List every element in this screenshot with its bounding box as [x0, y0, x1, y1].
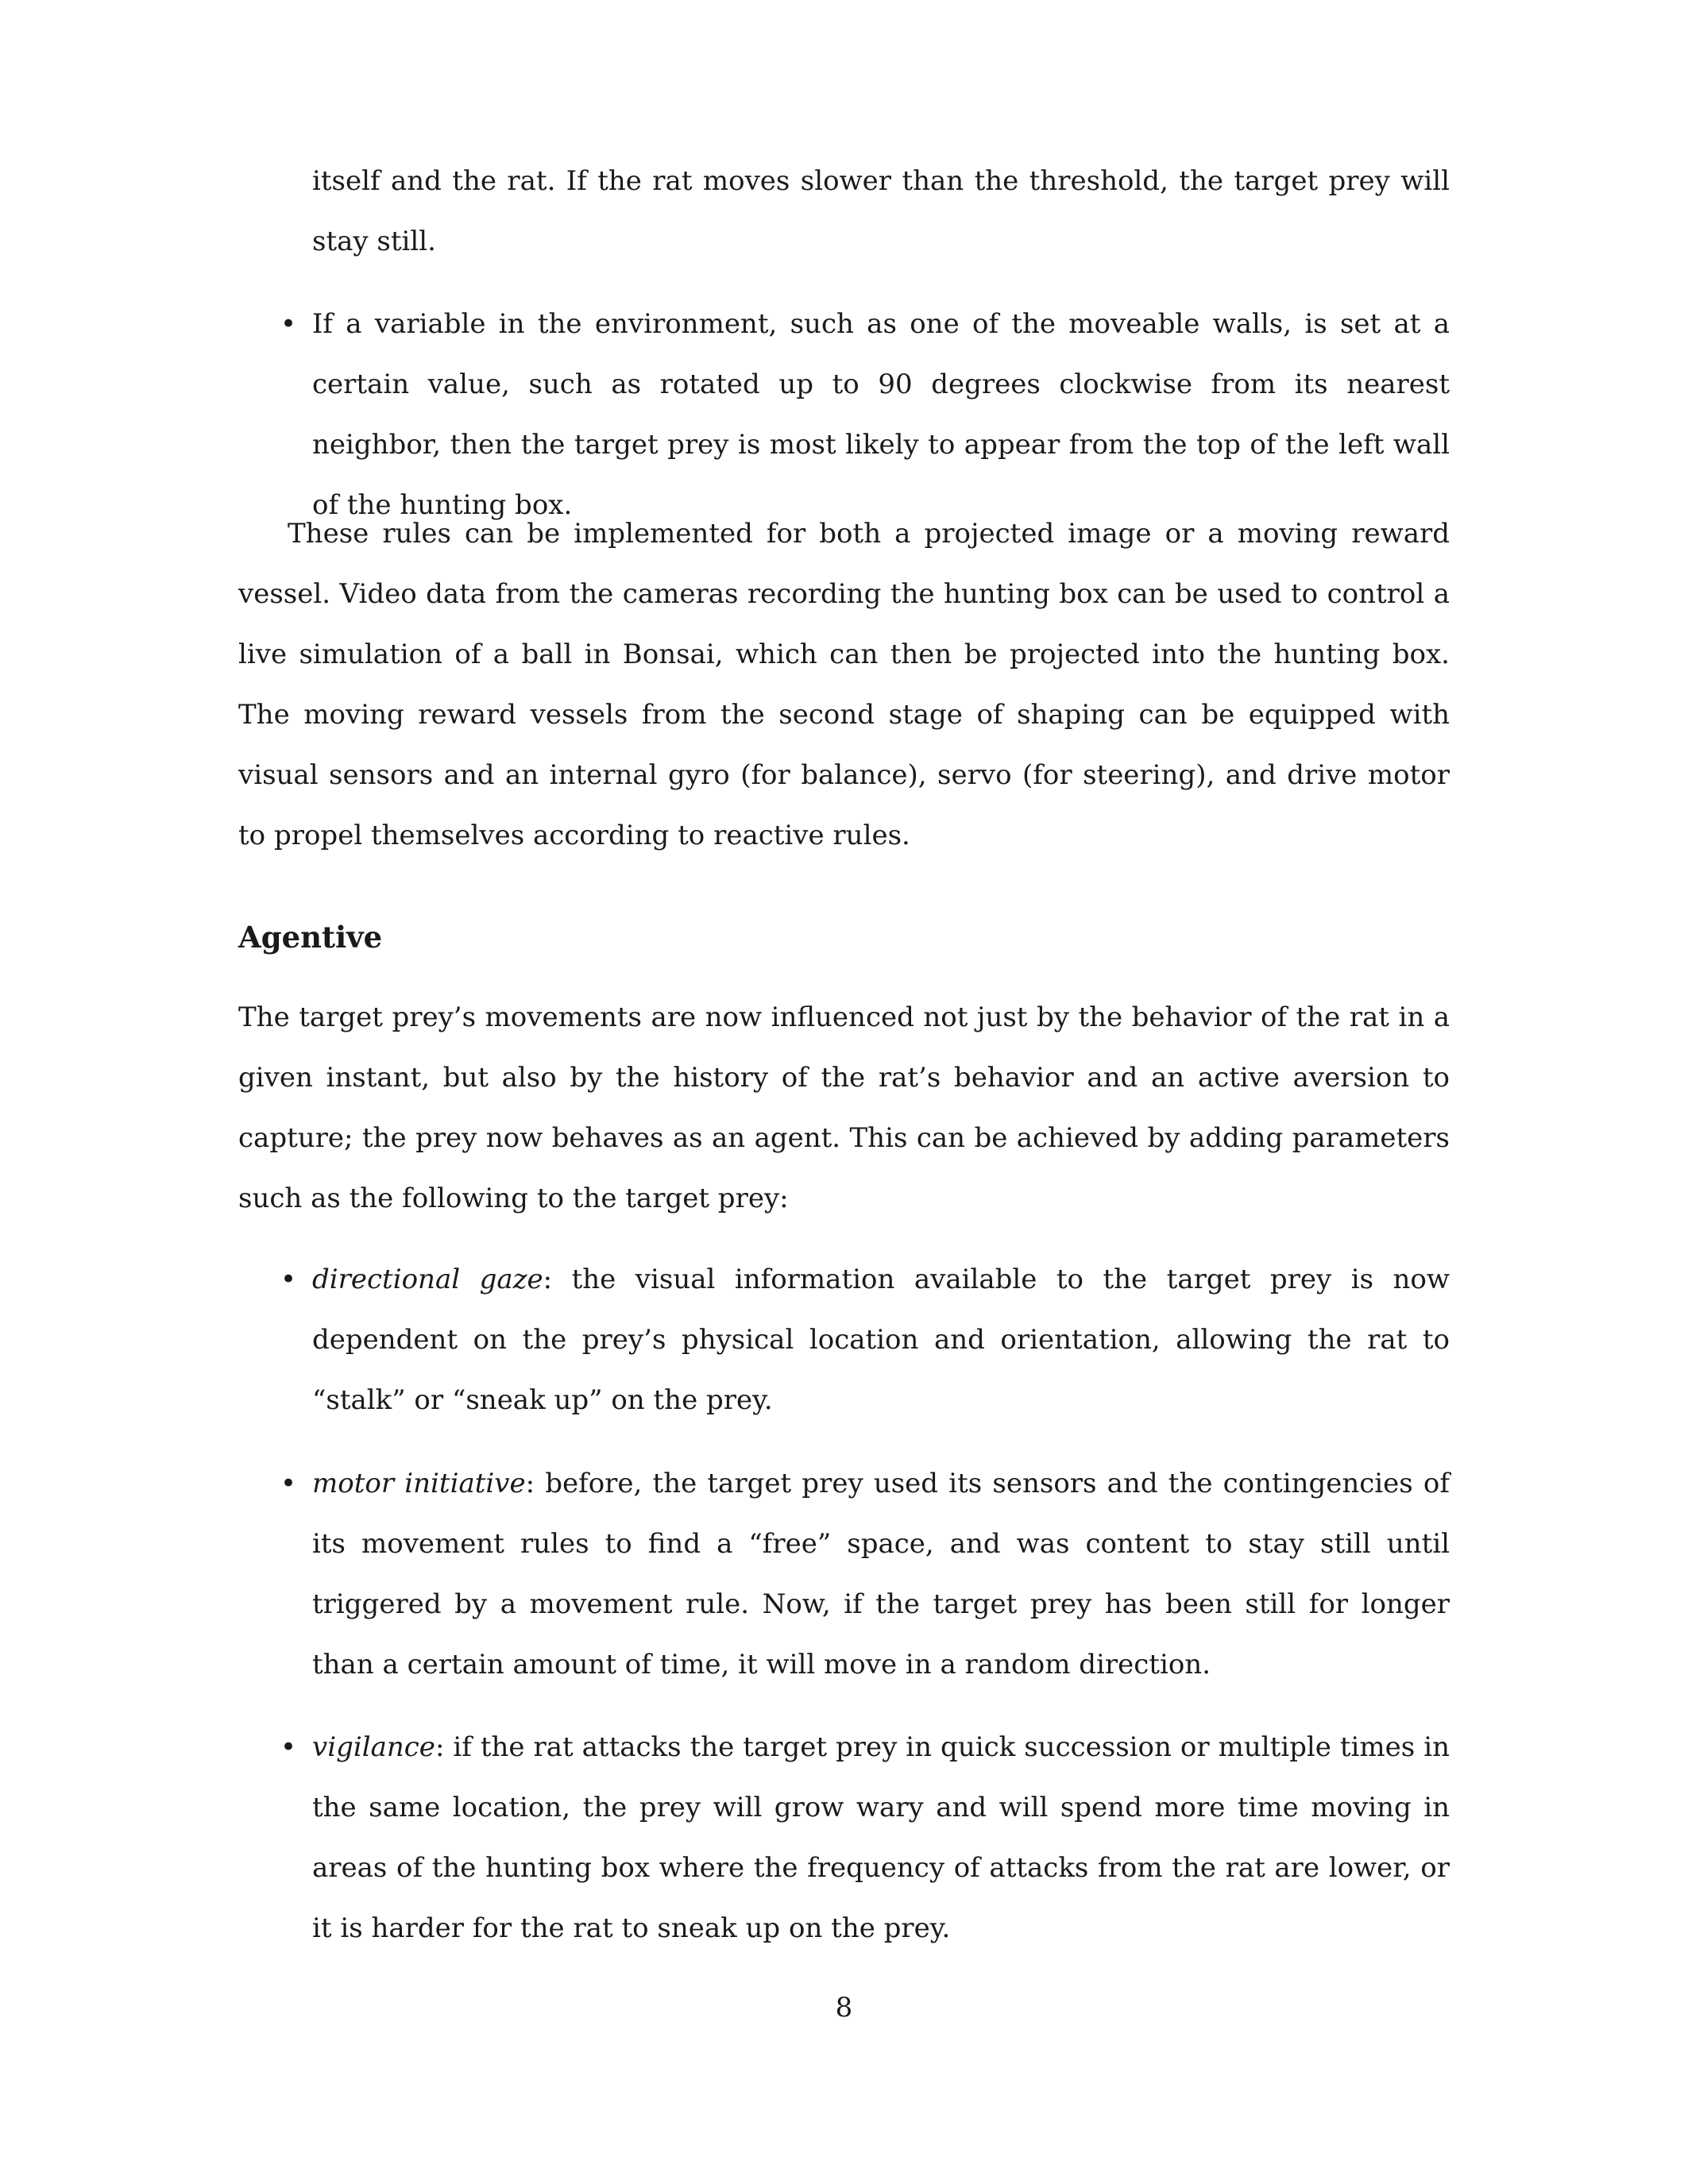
page-number: 8 [835, 1992, 853, 2024]
section-heading: Agentive [238, 920, 383, 955]
rule-bullet-item [280, 294, 1450, 535]
parameter-description: : the visual information available to the target prey is now dependent on the prey’s physical location and orientation, allowing the rat to “stalk” or “sneak up” on the prey. [312, 1264, 1450, 1416]
parameter-item-vigilance [280, 1717, 1450, 1958]
bullet-icon: • [280, 1264, 297, 1295]
section-intro-text: The target prey’s movements are now influenced not just by the behavior of the rat in a given instant, but also by the history of the rat’s behavior and an active aversion to capture; the prey now behaves as an agent. This can be achieved by adding parameters such as the following to the target prey: [238, 1001, 1450, 1214]
rule-bullet-text: If a variable in the environment, such as one of the moveable walls, is set at a certain value, such as rotated up to 90 degrees clockwise from its nearest neighbor, then the target prey is most likely to appear from the top of the left wall of the hunting box. [312, 308, 1450, 521]
bullet-icon: • [280, 1731, 297, 1763]
rules-paragraph-text: These rules can be implemented for both a projected image or a moving reward vessel. Video data from the cameras recording the hunting box can be used to control a live simulation of a ball in Bonsai, which can then be projected into the hunting box. The moving reward vessels from the second stage of shaping can be equipped with visual sensors and an internal gyro (for balance), servo (for steering), and drive motor to propel themselves according to reactive rules. [238, 518, 1450, 851]
continued-bullet-body: itself and the rat. If the rat moves slower than the threshold, the target prey will stay still. [312, 165, 1450, 257]
parameter-term: vigilance [312, 1731, 435, 1763]
rules-paragraph [238, 504, 1450, 866]
parameter-item-motor-initiative [280, 1453, 1450, 1695]
section-intro-paragraph [238, 987, 1450, 1229]
bullet-icon: • [280, 1468, 297, 1499]
bullet-icon: • [280, 308, 297, 340]
parameter-term: motor initiative [312, 1468, 526, 1499]
continued-bullet-text [312, 151, 1450, 272]
parameter-item-directional-gaze [280, 1249, 1450, 1430]
parameter-description: : before, the target prey used its sensors and the contingencies of its movement rules to find a “free” space, and was content to stay still until triggered by a movement rule. Now, if the target prey has been still for longer than a certain amount of time, it will move in a random direction. [312, 1468, 1450, 1680]
parameter-description: : if the rat attacks the target prey in quick succession or multiple times in the same location, the prey will grow wary and will spend more time moving in areas of the hunting box where the frequency of attacks from the rat are lower, or it is harder for the rat to sneak up on the prey. [312, 1731, 1450, 1944]
parameter-term: directional gaze [312, 1264, 543, 1295]
